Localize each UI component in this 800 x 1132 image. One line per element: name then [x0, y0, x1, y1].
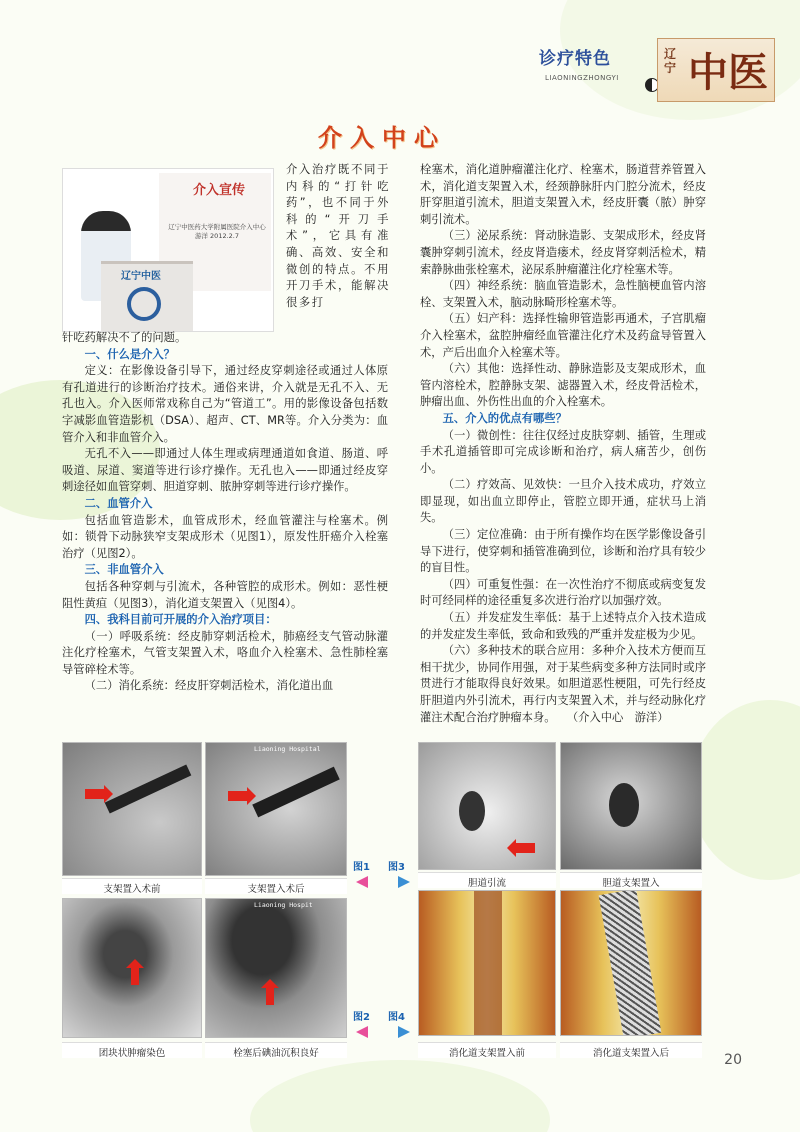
- background-leaf: [250, 1060, 550, 1132]
- paragraph: （四）神经系统：脑血管造影术，急性脑梗血管内溶栓、支架置入术，脑动脉畸形栓塞术等。: [420, 279, 706, 309]
- intro-photo: [62, 168, 274, 332]
- paragraph: 栓塞术，消化道肿瘤灌注化疗、栓塞术，肠道营养管置入术，消化道支架置入术，经颈静脉肝内门腔分流术，经皮肝穿胆道引流术，胆道支架置入术，经皮肝囊（脓）肿穿刺引流术。: [420, 163, 706, 226]
- paragraph: （六）其他：选择性动、静脉造影及支架成形术，血管内溶栓术，腔静脉支架、滤器置入术，经皮骨活检术，肿瘤出血、外伤性出血的介入栓塞术。: [420, 362, 706, 409]
- red-arrow-icon: [131, 967, 139, 985]
- triangle-left-icon: [356, 1026, 368, 1038]
- right-column: [420, 162, 706, 726]
- paragraph: （六）多种技术的联合应用：多种介入技术方便而互相干扰少，协同作用强，对于某些病变多种方法同时或序贯进行才能取得良好效果。如胆道恶性梗阻，可先行经皮肝胆道内外引流术，再行内支架置入术，并与经动脉化疗灌注术配合治疗肿瘤本身。 （介入中心 游洋）: [420, 644, 706, 724]
- figure-2a-caption: 团块状肿瘤染色: [62, 1042, 202, 1058]
- paragraph: （二）消化系统：经皮肝穿刺活检术，消化道出血: [84, 679, 334, 693]
- figure-2b-caption: 栓塞后碘油沉积良好: [205, 1042, 347, 1058]
- hospital-stamp: Liaoning Hospital: [254, 745, 321, 753]
- paragraph: 针吃药解决不了的问题。: [62, 331, 187, 344]
- paragraph: （一）微创性：往往仅经过皮肤穿刺、插管，生理或手术孔道插管即可完成诊断和治疗，病人痛苦少，创伤小。: [420, 428, 706, 475]
- triangle-right-icon: [398, 876, 410, 888]
- paragraph: （三）泌尿系统：肾动脉造影、支架成形术，经皮肾囊肿穿刺引流术，经皮肾造瘘术，经皮肾穿刺活检术，精索静脉曲张栓塞术，泌尿系肿瘤灌注化疗栓塞术等。: [420, 229, 706, 276]
- figure-1-number: 图1: [353, 862, 370, 873]
- paragraph: （四）可重复性强：在一次性治疗不彻底或病变复发时可经同样的途径重复多次进行治疗以加强疗效。: [420, 577, 706, 608]
- triangle-left-icon: [356, 876, 368, 888]
- figure-4a-caption: 消化道支架置入前: [418, 1042, 556, 1058]
- background-leaf: [690, 700, 800, 880]
- screen-subtitle: 辽宁中医药大学附属医院介入中心 游洋 2012.2.7: [168, 223, 266, 240]
- brand-small-text: 辽宁: [664, 47, 677, 75]
- red-arrow-icon: [228, 791, 248, 801]
- figure-3-number: 图3: [388, 862, 405, 873]
- red-arrow-icon: [85, 789, 105, 799]
- figure-3b-image: [560, 742, 702, 870]
- figure-1b-image: [205, 742, 347, 876]
- intro-paragraph: 介入治疗既不同于内科的“打针吃药”，也不同于外科的“开刀手术”，它具有准确、高效、安全和微创的特点。不用开刀手术，能解决很多打: [286, 163, 390, 309]
- figure-2-number: 图2: [353, 1012, 370, 1023]
- page-number: 20: [724, 1052, 742, 1068]
- figure-2a-image: [62, 898, 202, 1038]
- paragraph: （二）疗效高、见效快：一旦介入技术成功，疗效立即显现，如出血立即停止，管腔立即开通，症状马上消失。: [420, 478, 706, 525]
- figure-1a-image: [62, 742, 202, 876]
- section-heading: 二、血管介入: [84, 496, 153, 510]
- paragraph: 无孔不入——即通过人体生理或病理通道如食道、肠道、呼吸道、尿道、窦道等进行诊疗操作。无孔也入——即通过经皮穿刺途径如血管穿刺、胆道穿刺、脓肿穿刺等进行诊疗操作。: [62, 447, 388, 494]
- red-arrow-icon: [266, 987, 274, 1005]
- figure-2b-image: [205, 898, 347, 1038]
- screen-title: 介入宣传: [193, 183, 246, 198]
- section-heading: 五、介入的优点有哪些？: [442, 411, 567, 425]
- figure-4b-image: [560, 890, 702, 1036]
- section-pinyin: LIAONINGZHONGYI: [545, 74, 619, 82]
- left-column: [62, 330, 388, 695]
- figure-1b-caption: 支架置入术后: [205, 878, 347, 894]
- paragraph: （三）定位准确：由于所有操作均在医学影像设备引导下进行，使穿刺和插管准确到位，诊断和治疗具有较少的盲目性。: [420, 528, 706, 575]
- figure-3b-caption: 胆道支架置入: [560, 872, 702, 888]
- paragraph: 包括各种穿刺与引流术，各种管腔的成形术。例如：恶性梗阻性黄疸（见图3），消化道支架置入（见图4）。: [62, 579, 388, 610]
- hospital-stamp: Liaoning Hospit: [254, 901, 313, 909]
- figure-3a-caption: 胆道引流: [418, 872, 556, 888]
- brand-box: [657, 38, 775, 102]
- brand-logo-text: 中医: [688, 49, 768, 96]
- triangle-right-icon: [398, 1026, 410, 1038]
- section-heading: 四、我科目前可开展的介入治疗项目：: [84, 613, 277, 627]
- section-heading: 一、什么是介入？: [84, 347, 175, 361]
- figure-4-number: 图4: [388, 1012, 405, 1023]
- paragraph: 包括血管造影术，血管成形术，经血管灌注与栓塞术。例如：锁骨下动脉狭窄支架成形术（见图1），原发性肝癌介入栓塞治疗（见图2）。: [62, 513, 388, 560]
- paragraph: （五）妇产科：选择性输卵管造影再通术，子宫肌瘤介入栓塞术，盆腔肿瘤经血管灌注化疗术及药盒导管置入术，产后出血介入栓塞术等。: [420, 312, 706, 359]
- red-arrow-icon: [515, 843, 535, 853]
- section-label: 诊疗特色: [539, 49, 611, 69]
- paragraph: （一）呼吸系统：经皮肺穿刺活检术，肺癌经支气管动脉灌注化疗栓塞术，气管支架置入术，咯血介入栓塞术、急性肺栓塞导管碎栓术等。: [62, 629, 388, 676]
- paragraph: （五）并发症发生率低：基于上述特点介入技术造成的并发症发生率低，致命和致残的严重并发症极为少见。: [420, 611, 706, 641]
- page-title: 介入中心: [318, 124, 446, 152]
- figure-4a-image: [418, 890, 556, 1036]
- podium-text: 辽宁中医: [121, 271, 161, 282]
- header-brand: [517, 38, 782, 108]
- figure-4b-caption: 消化道支架置入后: [560, 1042, 702, 1058]
- section-heading: 三、非血管介入: [84, 563, 164, 577]
- figure-1a-caption: 支架置入术前: [62, 878, 202, 894]
- paragraph: 定义：在影像设备引导下，通过经皮穿刺途径或通过人体原有孔道进行的诊断治疗技术。通俗来讲，介入就是无孔不入、无孔也入。介入医师常戏称自己为“管道工”。用的影像设备包括数字减影血管造影机（DSA）、超声、CT、MR等。介入分类为：血管介入和非血管介入。: [62, 364, 388, 444]
- podium-logo-icon: [127, 287, 161, 321]
- figure-3a-image: [418, 742, 556, 870]
